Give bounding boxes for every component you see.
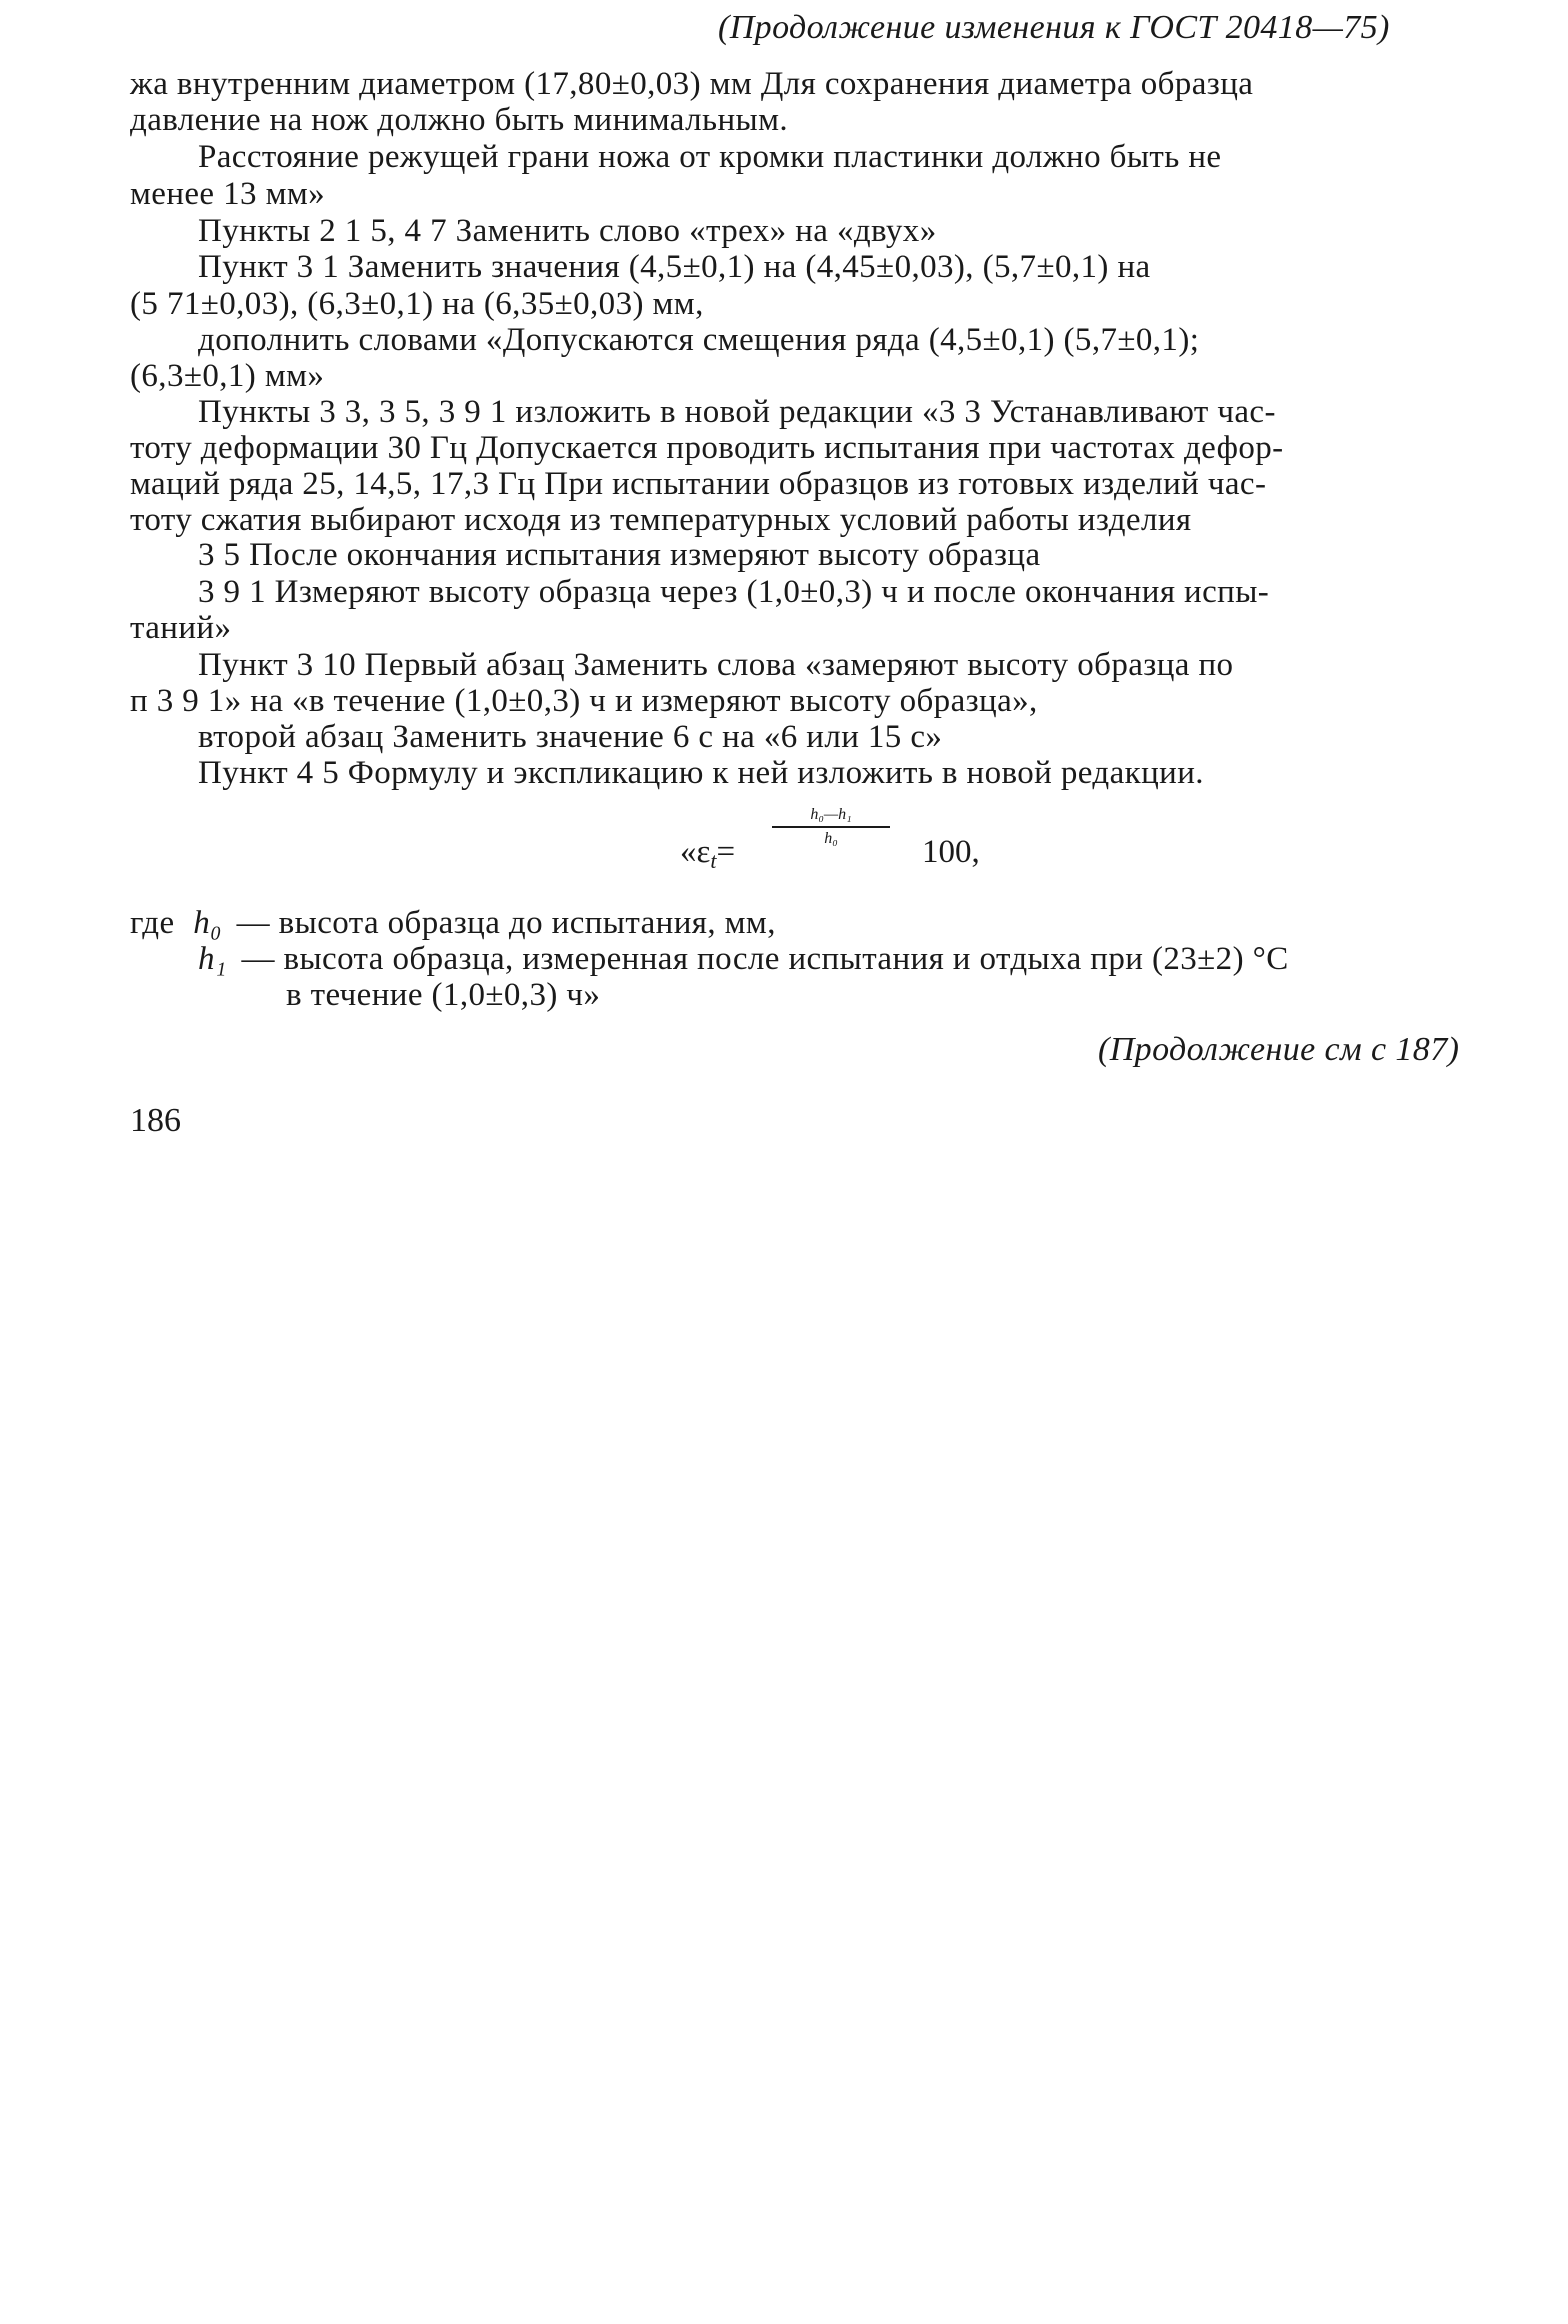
formula-factor: 100, xyxy=(922,834,980,870)
text-line: Пункты 3 3, 3 5, 3 9 1 изложить в новой редакции «3 3 Устанавливают час- xyxy=(198,394,1276,430)
formula-lhs-subscript: t xyxy=(710,848,717,873)
formula-numerator: h₀—h₁ xyxy=(810,806,852,823)
h0-symbol: h₀ xyxy=(193,905,222,941)
text-line: давление на нож должно быть минимальным. xyxy=(130,102,789,138)
fraction-bar xyxy=(772,826,890,828)
text-line: Пункт 3 1 Заменить значения (4,5±0,1) на (4,45±0,03), (5,7±0,1) на xyxy=(198,249,1151,285)
h1-symbol: h₁ xyxy=(198,941,227,977)
text-line: менее 13 мм» xyxy=(130,176,326,212)
text-line: Расстояние режущей грани ножа от кромки пластинки должно быть не xyxy=(198,139,1222,175)
text-line: 3 9 1 Измеряют высоту образца через (1,0±0,3) ч и после окончания испы- xyxy=(198,574,1270,610)
text-line: жа внутренним диаметром (17,80±0,03) мм Для сохранения диаметра образца xyxy=(130,66,1254,102)
formula-denominator: h₀ xyxy=(824,830,838,847)
h1-continuation: в течение (1,0±0,3) ч» xyxy=(286,977,601,1013)
text-line: Пункт 3 10 Первый абзац Заменить слова «замеряют высоту образца по xyxy=(198,647,1234,683)
page-number: 186 xyxy=(130,1102,181,1139)
text-line: (6,3±0,1) мм» xyxy=(130,358,325,394)
page-header: (Продолжение изменения к ГОСТ 20418—75) xyxy=(718,9,1390,46)
text-line: маций ряда 25, 14,5, 17,3 Гц При испытании образцов из готовых изделий час- xyxy=(130,466,1267,502)
text-line: второй абзац Заменить значение 6 с на «6 или 15 с» xyxy=(198,719,943,755)
text-line: п 3 9 1» на «в течение (1,0±0,3) ч и измеряют высоту образца», xyxy=(130,683,1038,719)
text-line: дополнить словами «Допускаются смещения ряда (4,5±0,1) (5,7±0,1); xyxy=(198,322,1200,358)
h0-text: — высота образца до испытания, мм, xyxy=(236,905,776,941)
formula-lhs: «ε xyxy=(680,834,711,870)
text-line: таний» xyxy=(130,610,232,646)
h1-text: — высота образца, измеренная после испытания и отдыха при (23±2) °С xyxy=(241,941,1289,977)
continuation-note: (Продолжение см с 187) xyxy=(1098,1031,1460,1068)
text-line: Пункты 2 1 5, 4 7 Заменить слово «трех» на «двух» xyxy=(198,213,937,249)
text-line: тоту деформации 30 Гц Допускается проводить испытания при частотах дефор- xyxy=(130,430,1284,466)
formula-fraction xyxy=(772,806,890,848)
where-intro: где xyxy=(130,905,175,941)
text-line: тоту сжатия выбирают исходя из температурных условий работы изделия xyxy=(130,502,1192,538)
formula-equals: = xyxy=(716,834,736,870)
text-line: 3 5 После окончания испытания измеряют высоту образца xyxy=(198,537,1041,573)
text-line: Пункт 4 5 Формулу и экспликацию к ней изложить в новой редакции. xyxy=(198,755,1204,791)
text-line: (5 71±0,03), (6,3±0,1) на (6,35±0,03) мм, xyxy=(130,286,704,322)
